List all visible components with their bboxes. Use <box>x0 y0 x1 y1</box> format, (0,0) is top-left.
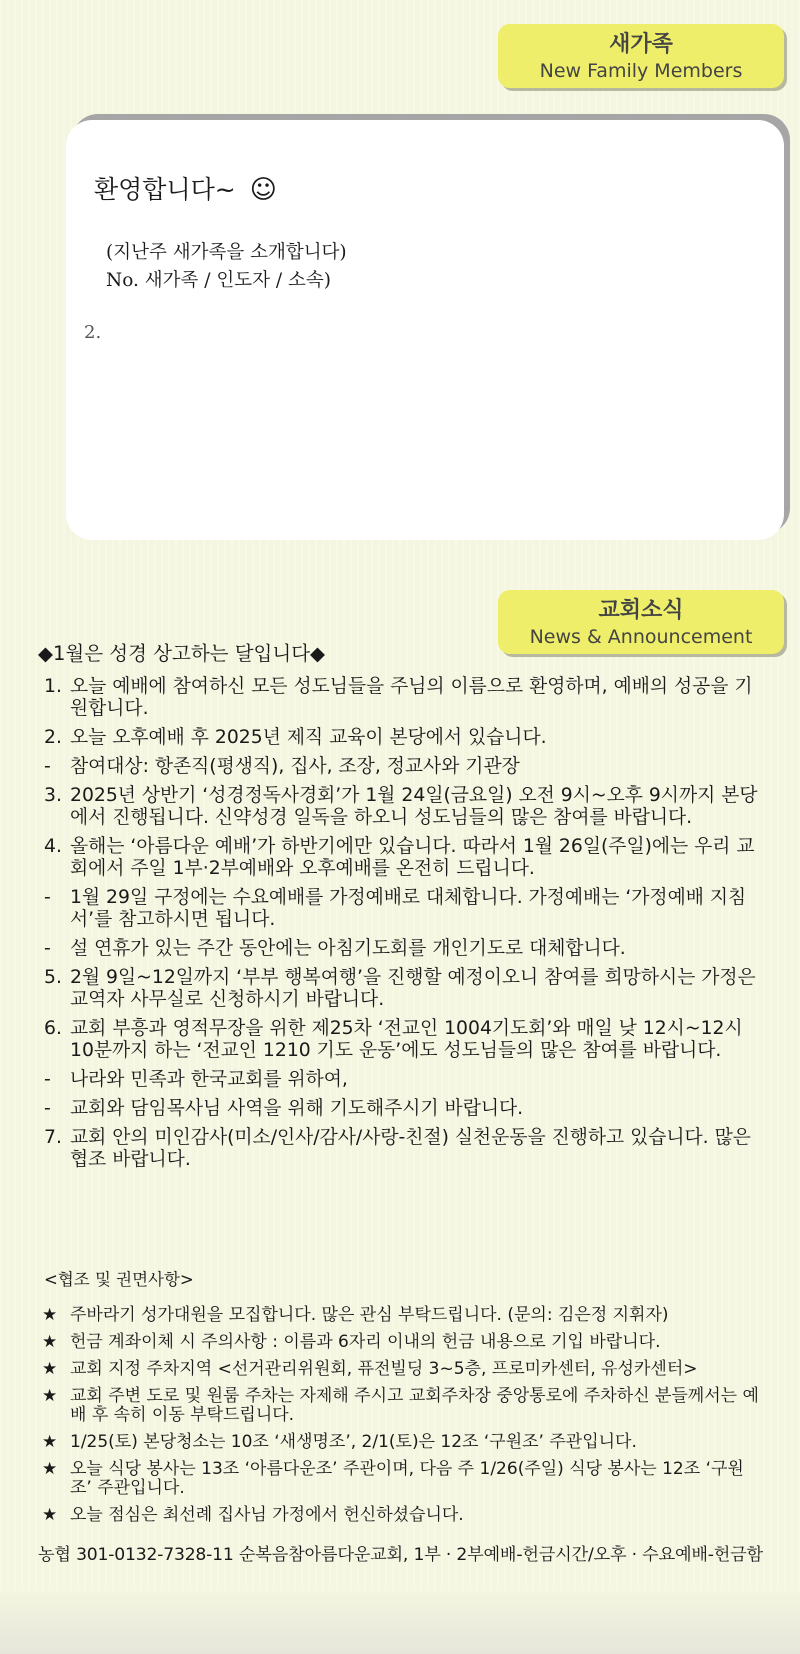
new-family-tab-subtitle: New Family Members <box>539 60 743 82</box>
news-item-marker: - <box>44 1098 51 1119</box>
bottom-band <box>0 1590 800 1654</box>
news-item <box>38 1018 760 1062</box>
news-item-marker: 4. <box>44 836 62 857</box>
news-item-marker: 5. <box>44 967 62 988</box>
cooperation-item <box>40 1333 762 1352</box>
news-item-text: 교회 부흥과 영적무장을 위한 제25차 ‘전교인 1004기도회’와 매일 낮 12시~12시 10분까지 하는 ‘전교인 1210 기도 운동’에도 성도님들의 많은 참여를 바랍니다. <box>70 1018 743 1061</box>
cooperation-item <box>40 1387 762 1425</box>
news-item <box>38 785 760 829</box>
news-item-text: 교회와 담임목사님 사역을 위해 기도해주시기 바랍니다. <box>70 1098 524 1119</box>
cooperation-heading: <협조 및 권면사항> <box>44 1270 194 1289</box>
news-item <box>38 1127 760 1171</box>
star-icon: ★ <box>42 1305 58 1325</box>
new-family-entry-number: 2. <box>84 322 102 343</box>
news-item <box>38 887 760 931</box>
news-item-marker: - <box>44 938 51 959</box>
smile-icon: ☺ <box>249 175 277 205</box>
news-item-text: 1월 29일 구정에는 수요예배를 가정예배로 대체합니다. 가정예배는 ‘가정예배 지침서’를 참고하시면 됩니다. <box>70 887 747 930</box>
cooperation-item-text: 교회 지정 주차지역 <선거관리위원회, 퓨전빌딩 3~5층, 프로미카센터, 유성카센터> <box>70 1359 698 1379</box>
news-item-text: 2025년 상반기 ‘성경정독사경회’가 1월 24일(금요일) 오전 9시~오후 9시까지 본당에서 진행됩니다. 신약성경 일독을 하오니 성도님들의 많은 참여를 바랍니다. <box>70 785 758 828</box>
cooperation-item-text: 1/25(토) 본당청소는 10조 ‘새생명조’, 2/1(토)은 12조 ‘구원조’ 주관입니다. <box>70 1432 637 1452</box>
intro-line-2: No. 새가족 / 인도자 / 소속) <box>106 270 331 291</box>
news-item-marker: 1. <box>44 676 62 697</box>
news-item-marker: 6. <box>44 1018 62 1039</box>
cooperation-item <box>40 1433 762 1452</box>
news-item <box>38 1098 760 1120</box>
new-family-tab-title: 새가족 <box>609 32 673 57</box>
news-item <box>38 676 760 720</box>
cooperation-item <box>40 1506 762 1525</box>
offering-account-info: 농협 301-0132-7328-11 순복음참아름다운교회, 1부 · 2부예배-헌금시간/오후 · 수요예배-헌금함 <box>38 1545 763 1565</box>
cooperation-item-text: 주바라기 성가대원을 모집합니다. 많은 관심 부탁드립니다. (문의: 김은정 지휘자) <box>70 1305 669 1325</box>
news-item-text: 2월 9일~12일까지 ‘부부 행복여행’을 진행할 예정이오니 참여를 희망하시는 가정은 교역자 사무실로 신청하시기 바랍니다. <box>70 967 756 1010</box>
welcome-text: 환영합니다~ <box>94 175 236 204</box>
news-item <box>38 938 760 960</box>
cooperation-item <box>40 1306 762 1325</box>
star-icon: ★ <box>42 1332 58 1352</box>
star-icon: ★ <box>42 1432 58 1452</box>
news-item-marker: - <box>44 887 51 908</box>
news-list <box>38 676 760 1171</box>
news-item <box>38 727 760 749</box>
news-item-marker: - <box>44 756 51 777</box>
news-item-text: 오늘 오후예배 후 2025년 제직 교육이 본당에서 있습니다. <box>70 727 547 748</box>
news-item-text: 올해는 ‘아름다운 예배’가 하반기에만 있습니다. 따라서 1월 26일(주일)에는 우리 교회에서 주일 1부·2부예배와 오후예배를 온전히 드립니다. <box>70 836 755 879</box>
star-icon: ★ <box>42 1359 58 1379</box>
news-tab <box>498 590 784 654</box>
cooperation-list <box>40 1306 762 1533</box>
cooperation-item <box>40 1360 762 1379</box>
news-item <box>38 967 760 1011</box>
news-item-text: 설 연휴가 있는 주간 동안에는 아침기도회를 개인기도로 대체합니다. <box>70 938 626 959</box>
news-item-text: 나라와 민족과 한국교회를 위하여, <box>70 1069 348 1090</box>
news-item-marker: 3. <box>44 785 62 806</box>
news-item-text: 교회 안의 미인감사(미소/인사/감사/사랑-친절) 실천운동을 진행하고 있습니다. 많은 협조 바랍니다. <box>70 1127 751 1170</box>
intro-line-1: (지난주 새가족을 소개합니다) <box>106 242 347 263</box>
news-item-marker: - <box>44 1069 51 1090</box>
news-item-marker: 2. <box>44 727 62 748</box>
news-tab-title: 교회소식 <box>598 598 684 623</box>
cooperation-item-text: 헌금 계좌이체 시 주의사항 : 이름과 6자리 이내의 헌금 내용으로 기입 바랍니다. <box>70 1332 661 1352</box>
news-tab-subtitle: News & Announcement <box>529 626 753 648</box>
news-item <box>38 756 760 778</box>
cooperation-item <box>40 1460 762 1498</box>
cooperation-item-text: 오늘 점심은 최선례 집사님 가정에서 헌신하셨습니다. <box>70 1505 464 1525</box>
news-item <box>38 836 760 880</box>
new-family-tab <box>498 24 784 88</box>
star-icon: ★ <box>42 1386 58 1406</box>
news-item-text: 오늘 예배에 참여하신 모든 성도님들을 주님의 이름으로 환영하며, 예배의 성공을 기원합니다. <box>70 676 753 719</box>
star-icon: ★ <box>42 1459 58 1479</box>
star-icon: ★ <box>42 1505 58 1525</box>
cooperation-item-text: 교회 주변 도로 및 원룸 주차는 자제해 주시고 교회주차장 중앙통로에 주차하신 분들께서는 예배 후 속히 이동 부탁드립니다. <box>70 1386 759 1425</box>
news-item-marker: 7. <box>44 1127 62 1148</box>
month-theme-title: ◆1월은 성경 상고하는 달입니다◆ <box>38 642 326 665</box>
news-item-text: 참여대상: 항존직(평생직), 집사, 조장, 정교사와 기관장 <box>70 756 520 777</box>
news-item <box>38 1069 760 1091</box>
welcome-heading <box>94 170 277 206</box>
cooperation-item-text: 오늘 식당 봉사는 13조 ‘아름다운조’ 주관이며, 다음 주 1/26(주일) 식당 봉사는 12조 ‘구원조’ 주관입니다. <box>70 1459 744 1498</box>
